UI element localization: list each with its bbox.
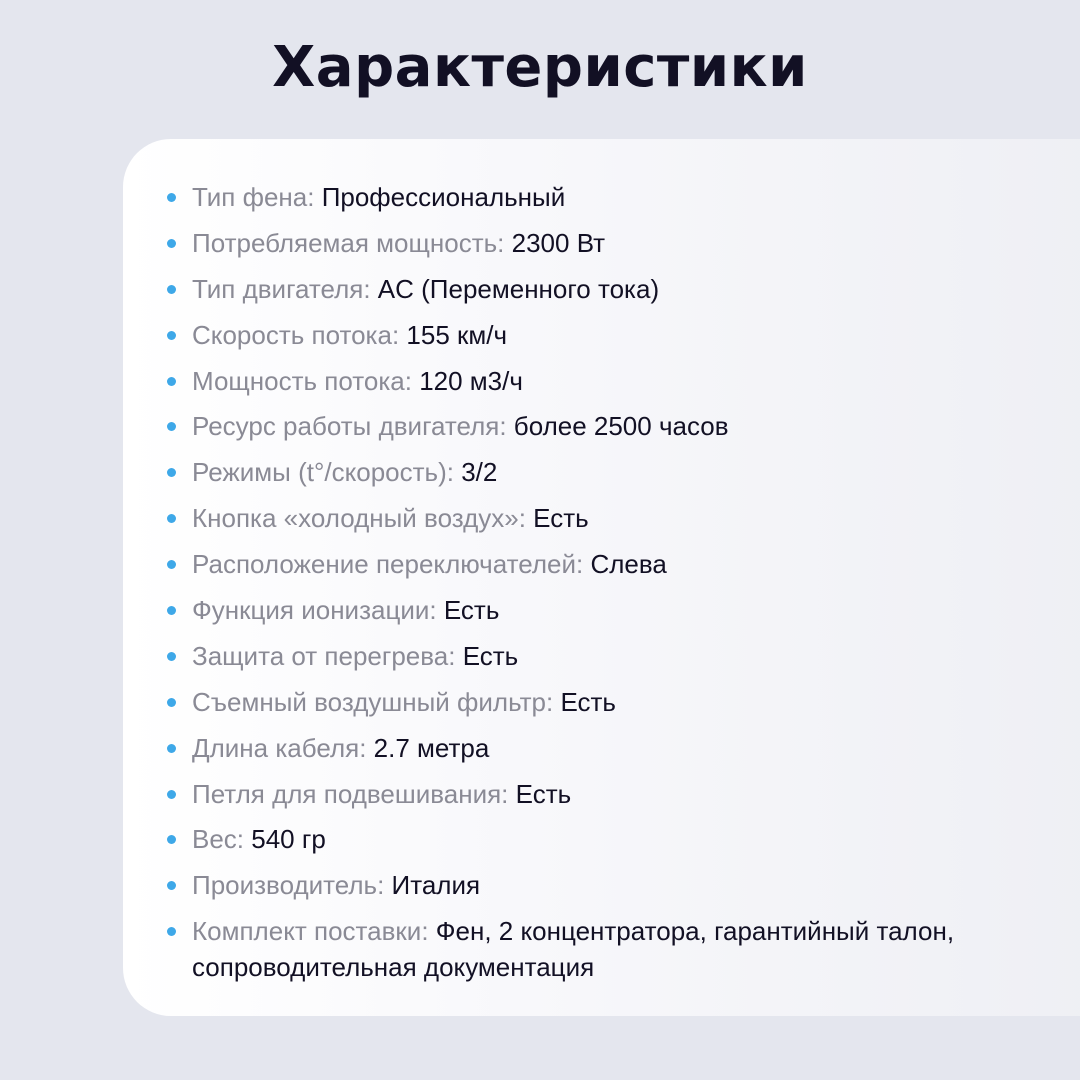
- bullet-icon: [167, 835, 176, 844]
- spec-item-weight: [123, 821, 1080, 857]
- spec-label: Тип фена:: [192, 182, 322, 212]
- spec-label: Тип двигателя:: [192, 273, 378, 304]
- bullet-icon: [167, 239, 176, 248]
- spec-item-switch-location: [123, 546, 1080, 582]
- spec-label: Расположение переключателей:: [192, 549, 591, 580]
- bullet-icon: [167, 331, 176, 340]
- bullet-icon: [167, 927, 176, 936]
- spec-value: 2300 Вт: [511, 227, 606, 258]
- spec-value: AC (Переменного тока): [377, 273, 660, 304]
- spec-item-package-contents: [123, 913, 1080, 985]
- spec-item-cold-air-button: [123, 500, 1080, 536]
- bullet-icon: [167, 790, 176, 799]
- spec-value: Есть: [515, 778, 572, 809]
- spec-item-manufacturer: [123, 867, 1080, 903]
- bullet-icon: [167, 560, 176, 569]
- spec-value: 120 м3/ч: [419, 365, 523, 396]
- spec-item-motor-type: [123, 271, 1080, 307]
- spec-value: Слева: [590, 549, 667, 580]
- spec-item-airflow-volume: [123, 363, 1080, 399]
- bullet-icon: [167, 698, 176, 707]
- bullet-icon: [167, 285, 176, 294]
- page-title: Характеристики: [272, 35, 808, 100]
- spec-item-dryer-type: [123, 179, 1080, 215]
- spec-item-air-filter: [123, 684, 1080, 720]
- spec-value: более 2500 часов: [513, 411, 729, 442]
- spec-label: Длина кабеля:: [192, 732, 374, 763]
- bullet-icon: [167, 881, 176, 890]
- spec-label: Режимы (t°/скорость):: [192, 457, 462, 488]
- spec-label: Ресурс работы двигателя:: [192, 411, 514, 442]
- bullet-icon: [167, 377, 176, 386]
- spec-value: Есть: [443, 595, 500, 626]
- spec-label: Скорость потока:: [192, 319, 407, 350]
- specs-list: [123, 179, 1080, 995]
- spec-value: 2.7 метра: [373, 732, 490, 763]
- spec-label: Производитель:: [192, 870, 392, 901]
- spec-value: Италия: [391, 870, 481, 901]
- spec-value: Фен, 2 концентратора, гарантийный талон, сопроводительная документация: [192, 916, 955, 983]
- specs-card: [123, 139, 1080, 1016]
- spec-label: Кнопка «холодный воздух»:: [192, 503, 534, 534]
- spec-item-ionization: [123, 592, 1080, 628]
- bullet-icon: [167, 468, 176, 477]
- spec-label: Функция ионизации:: [192, 595, 444, 626]
- bullet-icon: [167, 422, 176, 431]
- bullet-icon: [167, 514, 176, 523]
- bullet-icon: [167, 652, 176, 661]
- bullet-icon: [167, 744, 176, 753]
- spec-label: Петля для подвешивания:: [192, 778, 516, 809]
- spec-value: 3/2: [461, 457, 498, 488]
- spec-label: Комплект поставки:: [192, 916, 436, 947]
- spec-item-motor-lifetime: [123, 408, 1080, 444]
- spec-value: 540 гр: [251, 824, 326, 855]
- bullet-icon: [167, 193, 176, 202]
- spec-label: Мощность потока:: [192, 365, 420, 396]
- spec-item-power-consumption: [123, 225, 1080, 261]
- spec-value: 155 км/ч: [406, 319, 508, 350]
- spec-item-modes: [123, 454, 1080, 490]
- spec-label: Защита от перегрева:: [192, 640, 463, 671]
- bullet-icon: [167, 606, 176, 615]
- spec-value: Есть: [462, 640, 519, 671]
- spec-item-cable-length: [123, 730, 1080, 766]
- spec-value: Есть: [533, 503, 589, 534]
- spec-item-airflow-speed: [123, 317, 1080, 353]
- spec-label: Съемный воздушный фильтр:: [192, 686, 561, 717]
- spec-label: Вес:: [192, 824, 252, 855]
- spec-value: Есть: [560, 686, 616, 717]
- spec-value: Профессиональный: [321, 182, 566, 212]
- spec-item-overheat-protection: [123, 638, 1080, 674]
- spec-item-hanging-loop: [123, 776, 1080, 812]
- spec-label: Потребляемая мощность:: [192, 227, 512, 258]
